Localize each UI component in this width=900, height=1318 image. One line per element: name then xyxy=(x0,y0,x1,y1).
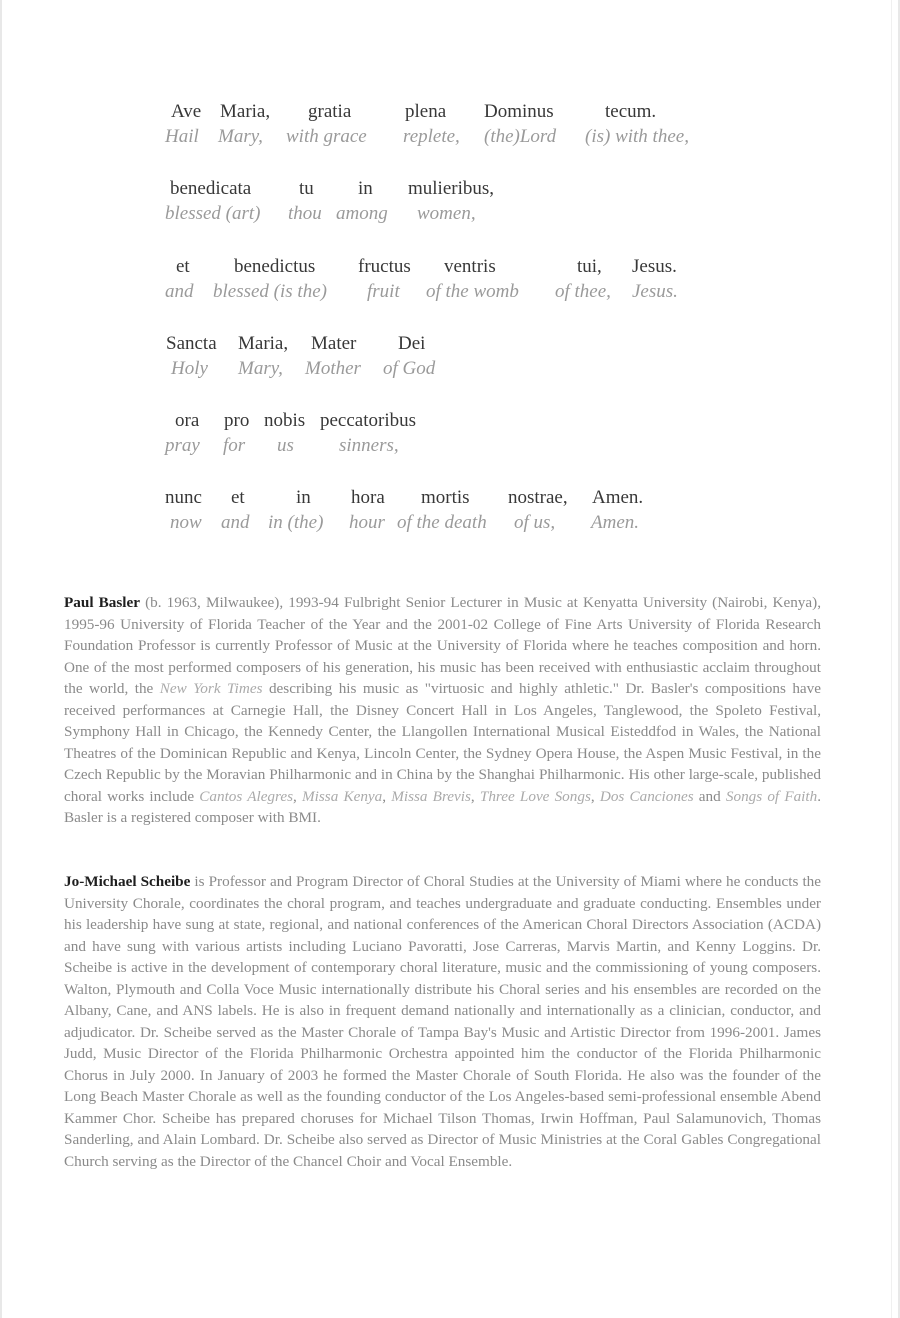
bio-text: . Basler is a registered composer with BMI. xyxy=(64,787,822,826)
english-word: Hail xyxy=(165,126,199,147)
bio-text: describing his music as "virtuosic and highly athletic." Dr. Basler's compositions have received performances at Carnegie Hall, the Disney Concert Hall in Los Angeles, Tanglewood, the Spoleto Festival, Symphony Hall in Chicago, the Kennedy Center, the Llangollen International Musical Eisteddfod in Wales, the National Theatres of the Dominican Republic and Kenya, Lincoln Center, the Sydney Opera House, the Aspen Music Festival, in the Czech Republic by the Moravian Philharmonic and in China by the Shanghai Philharmonic. His other large-scale, published choral works include xyxy=(64,680,821,805)
latin-word: Mater xyxy=(311,333,357,354)
verse-3 xyxy=(0,256,900,308)
latin-word: mortis xyxy=(421,487,470,508)
english-word: with grace xyxy=(286,126,367,147)
english-word: thou xyxy=(288,203,322,224)
work-title: Missa Brevis xyxy=(391,787,471,805)
english-word: and xyxy=(221,512,250,533)
english-word: Mother xyxy=(305,358,361,379)
bio-jo-michael-scheibe xyxy=(64,871,821,1172)
latin-word: Maria, xyxy=(220,101,271,122)
english-word: (the)Lord xyxy=(484,126,557,147)
latin-word: Ave xyxy=(171,101,202,122)
english-word: pray xyxy=(165,435,200,456)
separator: , xyxy=(382,787,392,805)
english-word: (is) with thee, xyxy=(585,126,689,147)
verse-1 xyxy=(0,101,900,153)
work-title: Three Love Songs xyxy=(479,787,591,805)
english-word: women, xyxy=(417,203,476,224)
latin-word: in xyxy=(358,178,373,199)
separator: , xyxy=(293,787,302,805)
latin-word: nunc xyxy=(165,487,202,508)
latin-word: nobis xyxy=(264,410,306,431)
english-word: sinners, xyxy=(339,435,399,456)
bio-text: (b. 1963, Milwaukee), 1993-94 Fulbright Senior Lecturer in Music at Kenyatta University (Nairobi, Kenya), 1995-96 University of Florida Teacher of the Year and the 2001-02 College of Fine Arts University of Florida Research Foundation Professor is currently Professor of Music at the University of Florida where he teaches composition and horn. One of the most performed composers of his generation, his music has been received with enthusiastic acclaim throughout the world, the xyxy=(64,594,821,697)
latin-word: et xyxy=(176,256,190,277)
latin-word: Dominus xyxy=(484,101,554,122)
separator: and xyxy=(693,787,726,805)
latin-word: mulieribus, xyxy=(408,178,495,199)
bio-paul-basler xyxy=(64,592,821,829)
latin-word: Sancta xyxy=(166,333,217,354)
english-word: Mary, xyxy=(238,358,283,379)
latin-word: in xyxy=(296,487,311,508)
bio-name: Paul Basler xyxy=(64,594,140,611)
english-word: of the womb xyxy=(426,281,519,302)
latin-word: nostrae, xyxy=(508,487,568,508)
separator: , xyxy=(470,787,480,805)
english-word: of thee, xyxy=(555,281,611,302)
english-word: fruit xyxy=(367,281,400,302)
english-word: of the death xyxy=(397,512,487,533)
word-by-word-translation xyxy=(0,0,900,560)
work-title: Dos Canciones xyxy=(599,787,694,805)
english-word: Amen. xyxy=(591,512,640,533)
english-word: in (the) xyxy=(268,512,324,533)
latin-word: Dei xyxy=(398,333,426,354)
verse-5 xyxy=(0,410,900,462)
english-word: Jesus. xyxy=(632,281,678,302)
latin-word: ora xyxy=(175,410,200,431)
latin-word: hora xyxy=(351,487,385,508)
latin-word: plena xyxy=(405,101,447,122)
latin-word: gratia xyxy=(308,101,352,122)
english-word: and xyxy=(165,281,194,302)
english-word: blessed (is the) xyxy=(213,281,327,302)
latin-word: tecum. xyxy=(605,101,657,122)
english-word: hour xyxy=(349,512,385,533)
latin-word: benedictus xyxy=(234,256,316,277)
english-word: of us, xyxy=(514,512,556,533)
latin-word: tui, xyxy=(577,256,602,277)
english-word: blessed (art) xyxy=(165,203,261,224)
latin-word: et xyxy=(231,487,245,508)
latin-word: benedicata xyxy=(170,178,252,199)
english-word: now xyxy=(170,512,202,533)
bio-name: Jo-Michael Scheibe xyxy=(64,873,191,890)
verse-6 xyxy=(0,487,900,539)
english-word: for xyxy=(223,435,246,456)
latin-word: Maria, xyxy=(238,333,289,354)
work-title: Songs of Faith xyxy=(725,787,818,805)
english-word: Holy xyxy=(171,358,208,379)
separator: , xyxy=(590,787,600,805)
english-word: among xyxy=(336,203,388,224)
verse-2 xyxy=(0,178,900,230)
english-word: us xyxy=(277,435,294,456)
latin-word: Amen. xyxy=(592,487,644,508)
english-word: replete, xyxy=(403,126,460,147)
publication-title: New York Times xyxy=(159,680,263,697)
verse-4 xyxy=(0,333,900,385)
latin-word: ventris xyxy=(444,256,496,277)
work-title: Cantos Alegres xyxy=(199,787,294,805)
latin-word: fructus xyxy=(358,256,411,277)
bio-text: is Professor and Program Director of Choral Studies at the University of Miami where he conducts the University Chorale, coordinates the choral program, and teaches undergraduate and graduate conducting. Ensembles under his leadership have sung at state, regional, and national conferences of the American Choral Directors Association (ACDA) and have sung with various artists including Luciano Pavoratti, Jose Carreras, Marvis Martin, and Kenny Loggins. Dr. Scheibe is active in the development of contemporary choral literature, music and the commissioning of young composers. Walton, Plymouth and Colla Voce Music internationally distribute his Choral series and his ensembles are recorded on the Albany, Cane, and ANS labels. He is also in frequent demand nationally and internationally as a clinician, conductor, and adjudicator. Dr. Scheibe served as the Master Chorale of Tampa Bay's Music and Artistic Director from 1996-2001. James Judd, Music Director of the Florida Philharmonic Orchestra appointed him the conductor of the Florida Philharmonic Chorus in July 2000. In January of 2003 he formed the Master Chorale of South Florida. He also was the founder of the Long Beach Master Chorale as well as the founding conductor of the Los Angeles-based semi-professional ensemble Abend Kammer Chor. Scheibe has prepared choruses for Michael Tilson Thomas, Irwin Hoffman, Paul Salamunovich, Thomas Sanderling, and Alain Lombard. Dr. Scheibe also served as Director of Music Ministries at the Coral Gables Congregational Church serving as the Director of the Chancel Choir and Vocal Ensemble. xyxy=(64,873,821,1170)
english-word: of God xyxy=(383,358,436,379)
english-word: Mary, xyxy=(218,126,263,147)
latin-word: peccatoribus xyxy=(320,410,417,431)
work-title: Missa Kenya xyxy=(302,787,383,805)
latin-word: tu xyxy=(299,178,314,199)
latin-word: Jesus. xyxy=(632,256,677,277)
latin-word: pro xyxy=(224,410,250,431)
